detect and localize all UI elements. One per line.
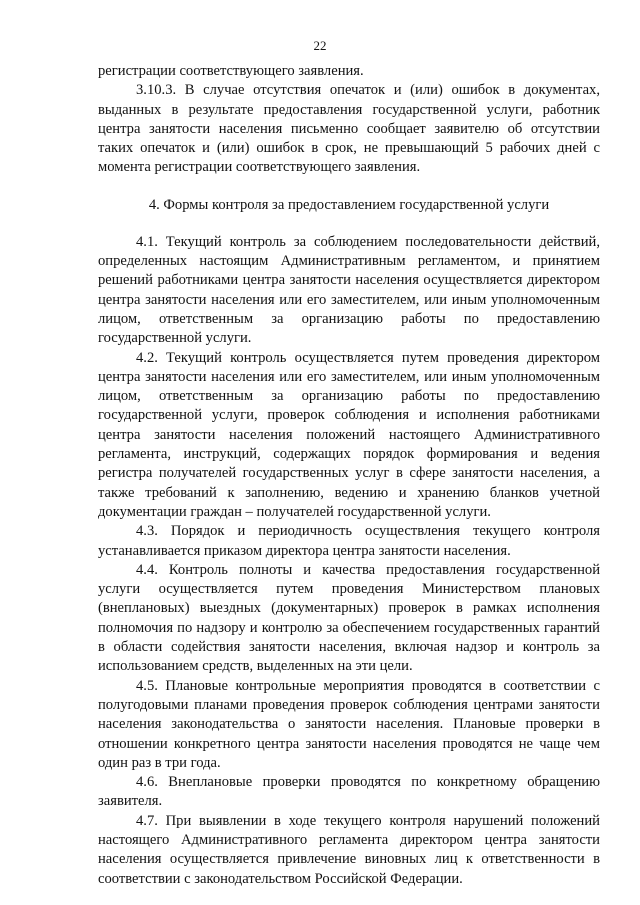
paragraph-4-4: 4.4. Контроль полноты и качества предоставления государственной услуги осуществляется путем проведения Министерством плановых (внеплановых) выездных (документарных) проверок в рамках исполнения полномочия по надзору и контролю за обеспечением государственных гарантий в области содействия занятости населения, включая надзор и контроль за использованием средств, выделенных на эти цели. xyxy=(98,561,600,675)
section-title: 4. Формы контроля за предоставлением государственной услуги xyxy=(148,196,550,213)
paragraph-4-1: 4.1. Текущий контроль за соблюдением последовательности действий, определенных настоящим Административным регламентом, и принятием решений работниками центра занятости населения осуществляется директором центра занятости населения или его заместителем, или иным уполномоченным лицом, ответственным за организацию работы по предоставлению государственной услуги. xyxy=(98,233,600,347)
paragraph-4-2: 4.2. Текущий контроль осуществляется путем проведения директором центра занятости населения или его заместителем, или иным уполномоченным лицом, ответственным за организацию работы по предоставлению государственной услуги, проверок соблюдения и исполнения работниками центра занятости населения положений настоящего Административного регламента, инструкций, содержащих порядок формирования и ведения регистра получателей государственных услуг в сфере занятости населения, а также требований к заполнению, ведению и хранению бланков учетной документации граждан – получателей государственной услуги. xyxy=(98,349,600,520)
paragraph-4-3: 4.3. Порядок и периодичность осуществления текущего контроля устанавливается приказом директора центра занятости населения. xyxy=(98,523,600,559)
page-number: 22 xyxy=(313,38,327,53)
paragraph-4-5: 4.5. Плановые контрольные мероприятия проводятся в соответствии с полугодовыми планами проведения проверок соблюдения центрами занятости населения законодательства о занятости населения. Плановые проверки в отношении конкретного центра занятости населения проводятся не чаще чем один раз в три года. xyxy=(98,677,600,771)
paragraph-4-6: 4.6. Внеплановые проверки проводятся по конкретному обращению заявителя. xyxy=(98,774,600,810)
document-body xyxy=(98,62,600,889)
paragraph-3-10-3: 3.10.3. В случае отсутствия опечаток и (или) ошибок в документах, выданных в результате предоставления государственной услуги, работник центра занятости населения письменно сообщает заявителю об отсутствии таких опечаток и (или) ошибок в срок, не превышающий 5 рабочих дней с момента регистрации соответствующего заявления. xyxy=(98,82,600,176)
continuation-text: регистрации соответствующего заявления. xyxy=(98,63,364,79)
paragraph-4-7: 4.7. При выявлении в ходе текущего контроля нарушений положений настоящего Административного регламента директором центра занятости населения осуществляется привлечение виновных лиц к ответственности в соответствии с законодательством Российской Федерации. xyxy=(98,812,600,887)
